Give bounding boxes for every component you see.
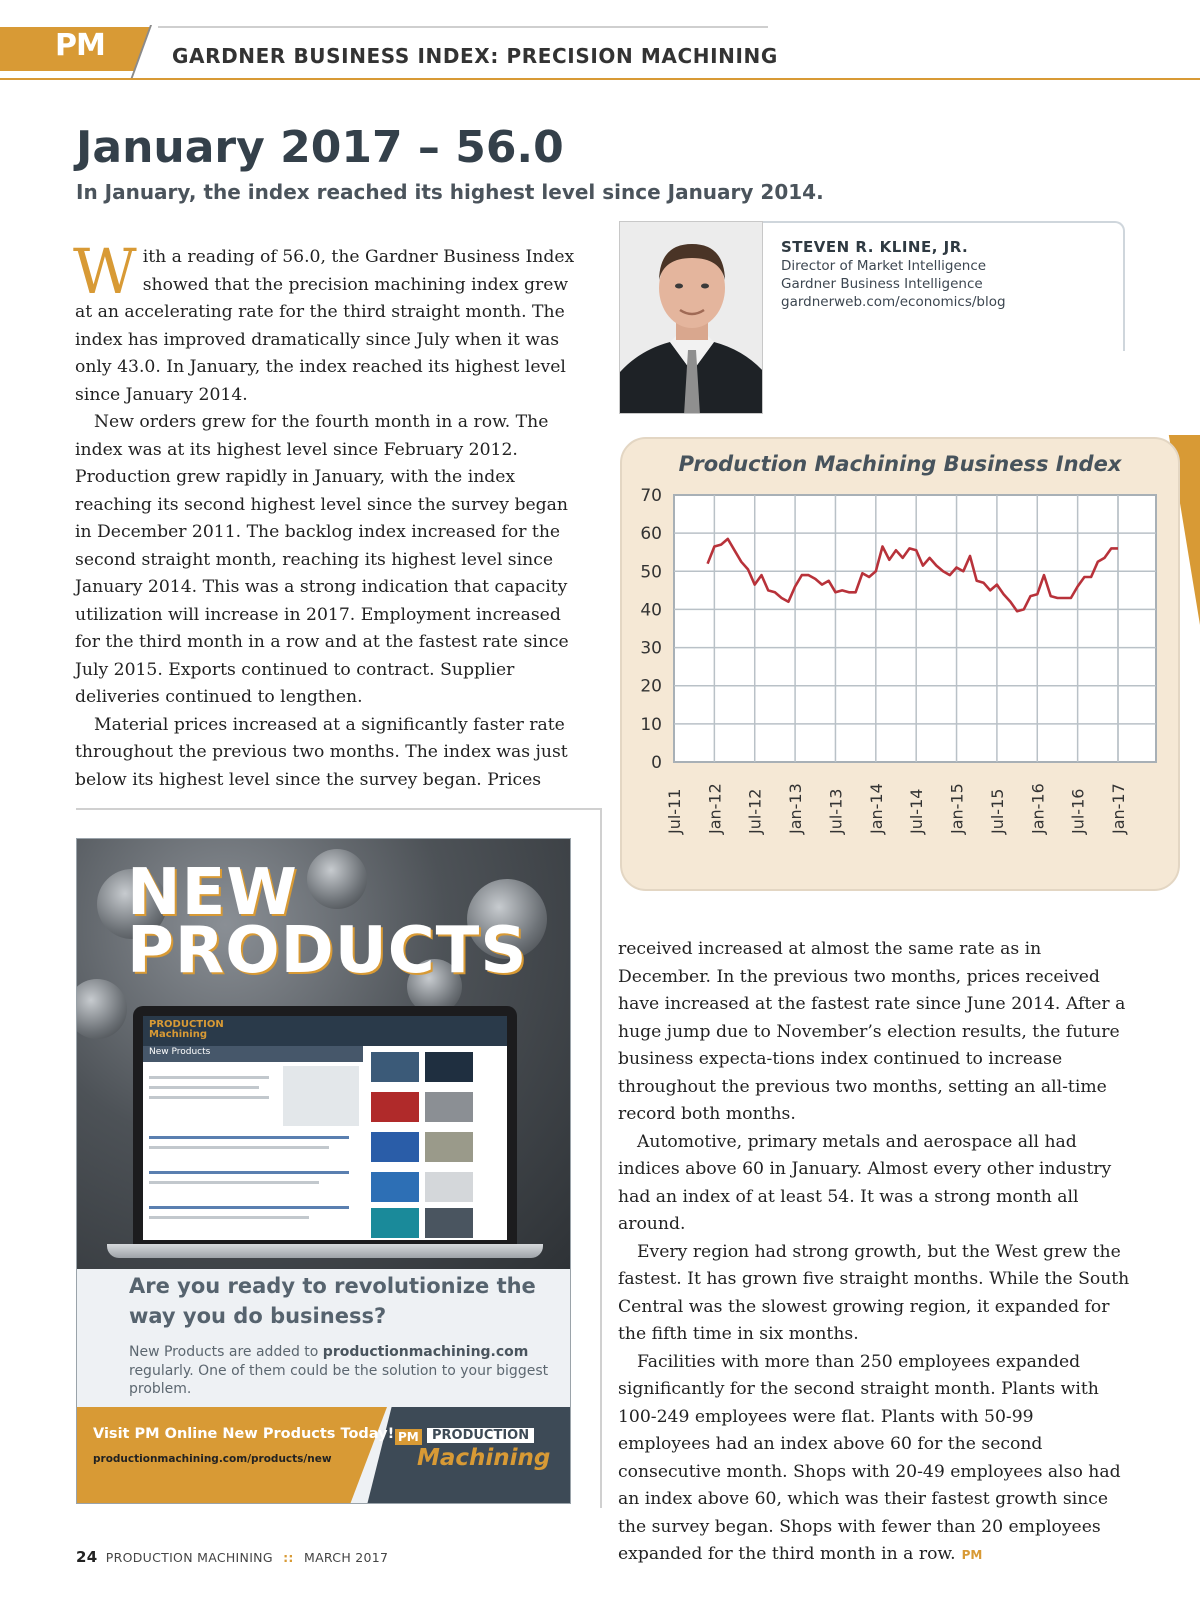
page-footer xyxy=(76,1548,388,1566)
screen-title: New Products xyxy=(149,1047,211,1057)
section-title: GARDNER BUSINESS INDEX: PRECISION MACHINING xyxy=(172,44,778,68)
x-tick-label: Jul-16 xyxy=(1068,788,1088,834)
page-number: 24 xyxy=(76,1548,98,1566)
line-chart xyxy=(620,480,1180,860)
ad-heading-line-1: NEW xyxy=(127,856,298,930)
y-tick-label: 40 xyxy=(640,600,662,621)
x-tick-label: Jul-12 xyxy=(745,788,765,834)
x-tick-label: Jan-13 xyxy=(786,783,806,834)
screen-ad-tile xyxy=(425,1172,473,1202)
x-tick-label: Jul-14 xyxy=(907,788,927,834)
ad-copy-part-2: regularly. One of them could be the solution to your biggest problem. xyxy=(129,1362,549,1397)
bolt-decoration xyxy=(76,979,127,1039)
screen-ad-tile xyxy=(425,1132,473,1162)
section-header xyxy=(0,0,1200,82)
ad-logo-pm: PM xyxy=(395,1429,422,1445)
y-tick-label: 60 xyxy=(640,524,662,545)
y-tick-label: 50 xyxy=(640,562,662,583)
paragraph-2: New orders grew for the fourth month in a row. The index was at its highest level since February 2012. Production grew rapidly in January, with the index reaching its second highest level since the survey began in December 2011. The backlog index increased for the second straight month, reaching its highest level since January 2014. This was a strong indication that capacity utilization will increase in 2017. Employment increased for the third month in a row and at the fastest rate since July 2015. Exports continued to contract. Supplier deliveries continued to lengthen. xyxy=(75,412,569,707)
screen-ad-tile xyxy=(371,1172,419,1202)
screen-link-line xyxy=(149,1171,349,1174)
screen-sidebar xyxy=(283,1066,359,1126)
y-tick-label: 20 xyxy=(640,676,662,697)
author-photo xyxy=(619,221,763,414)
author-portrait-image xyxy=(620,222,763,414)
x-tick-label: Jan-17 xyxy=(1109,783,1128,834)
paragraph-6-text: Facilities with more than 250 employees expanded significantly for the second straight month. Plants with 100-249 employees were flat. Plants with 50-99 employees had an index above 60 for the second consecutive month. Shops with 20-49 employees also had an index above 60, which was their fastest growth since the survey began. Shops with fewer than 20 employees expanded for the third month in a row. xyxy=(618,1351,1121,1564)
ad-copy-link[interactable]: productionmachining.com xyxy=(322,1344,529,1360)
ad-question: Are you ready to revolutionize the way you do business? xyxy=(129,1274,536,1328)
footer-publication: PRODUCTION MACHINING xyxy=(105,1550,273,1565)
y-tick-label: 30 xyxy=(640,638,662,659)
screen-logo-line-1: PRODUCTION xyxy=(149,1019,224,1030)
x-tick-label: Jan-15 xyxy=(947,783,967,834)
paragraph-4: Automotive, primary metals and aerospace all had indices above 60 in January. Almost every other industry had an index of at least 54. It was a strong month all around. xyxy=(618,1131,1112,1234)
y-tick-label: 10 xyxy=(640,714,662,735)
x-tick-label: Jul-15 xyxy=(987,788,1007,834)
screen-text-line xyxy=(149,1181,319,1184)
ad-logo-production: PRODUCTION xyxy=(427,1428,534,1443)
ad-url[interactable]: productionmachining.com/products/new xyxy=(93,1453,332,1465)
header-rule-top xyxy=(158,26,768,28)
y-tick-label: 0 xyxy=(651,753,662,773)
paragraph-1-text: ith a reading of 56.0, the Gardner Business Index showed that the precision machining index grew at an accelerating rate for the third straight month. The index has improved dramatically since July when it was only 43.0. In January, the index reached its highest level since January 2014. xyxy=(75,247,575,405)
ad-frame-right xyxy=(600,808,602,1508)
screen-ad-tile xyxy=(371,1052,419,1082)
screen-logo xyxy=(149,1020,224,1040)
article-column-right xyxy=(618,936,1130,1570)
paragraph-6 xyxy=(618,1349,1130,1570)
footer-issue: MARCH 2017 xyxy=(304,1550,389,1565)
author-url[interactable]: gardnerweb.com/economics/blog xyxy=(781,294,1006,310)
plot-area xyxy=(674,495,1156,762)
laptop-base xyxy=(107,1244,543,1258)
laptop-screen xyxy=(143,1016,507,1240)
new-products-ad[interactable] xyxy=(76,838,571,1504)
ad-heading-line-2: PRODUCTS xyxy=(127,914,528,988)
article-column-left xyxy=(73,235,575,794)
footer-separator: :: xyxy=(283,1550,294,1565)
author-name: STEVEN R. KLINE, JR. xyxy=(781,238,969,256)
paragraph-1 xyxy=(73,235,575,409)
screen-text-line xyxy=(149,1216,309,1219)
screen-ad-tile xyxy=(371,1132,419,1162)
screen-text-line xyxy=(149,1146,329,1149)
bolt-decoration xyxy=(307,849,367,909)
screen-ad-tile xyxy=(371,1092,419,1122)
screen-link-line xyxy=(149,1136,349,1139)
header-badge: PM xyxy=(55,28,105,63)
screen-link-line xyxy=(149,1206,349,1209)
screen-ad-tile xyxy=(371,1208,419,1238)
x-tick-label: Jul-13 xyxy=(826,788,846,834)
author-organization: Gardner Business Intelligence xyxy=(781,276,983,292)
article-subheadline: In January, the index reached its highest level since January 2014. xyxy=(76,180,824,204)
screen-text-line xyxy=(149,1086,259,1089)
header-rule-bottom xyxy=(0,78,1200,80)
ad-visit-text: Visit PM Online New Products Today! xyxy=(93,1426,395,1442)
end-mark: PM xyxy=(961,1548,983,1562)
screen-text-line xyxy=(149,1096,269,1099)
screen-ad-tile xyxy=(425,1208,473,1238)
screen-ad-tile xyxy=(425,1092,473,1122)
x-tick-label: Jul-11 xyxy=(665,788,684,834)
ad-copy xyxy=(129,1343,549,1399)
drop-cap: W xyxy=(73,235,137,308)
author-title: Director of Market Intelligence xyxy=(781,258,987,274)
ad-logo-machining: Machining xyxy=(417,1445,551,1471)
x-tick-label: Jan-12 xyxy=(705,783,725,834)
x-tick-label: Jan-16 xyxy=(1028,783,1048,834)
ad-copy-part-1: New Products are added to xyxy=(129,1344,323,1360)
chart-title: Production Machining Business Index xyxy=(678,452,1122,476)
paragraph-5: Every region had strong growth, but the West grew the fastest. It has grown five straight months. While the South Central was the slowest growing region, it expanded for the fifth time in six months. xyxy=(618,1241,1130,1344)
paragraph-3-start: Material prices increased at a significantly faster rate throughout the previous two months. The index was just below its highest level since the survey began. Prices xyxy=(75,714,568,790)
ad-frame-top xyxy=(76,808,602,810)
y-tick-label: 70 xyxy=(640,486,662,506)
screen-text-line xyxy=(149,1076,269,1079)
x-tick-label: Jan-14 xyxy=(866,783,886,834)
screen-logo-line-2: Machining xyxy=(149,1029,207,1040)
paragraph-3-continued: received increased at almost the same rate as in December. In the previous two months, prices received have increased at the fastest rate since June 2014. After a huge jump due to November’s election results, the future business expecta-tions index continued to increase throughout the previous two months, setting an all-time record both months. xyxy=(618,939,1126,1124)
screen-ad-tile xyxy=(425,1052,473,1082)
article-headline: January 2017 – 56.0 xyxy=(76,122,564,173)
